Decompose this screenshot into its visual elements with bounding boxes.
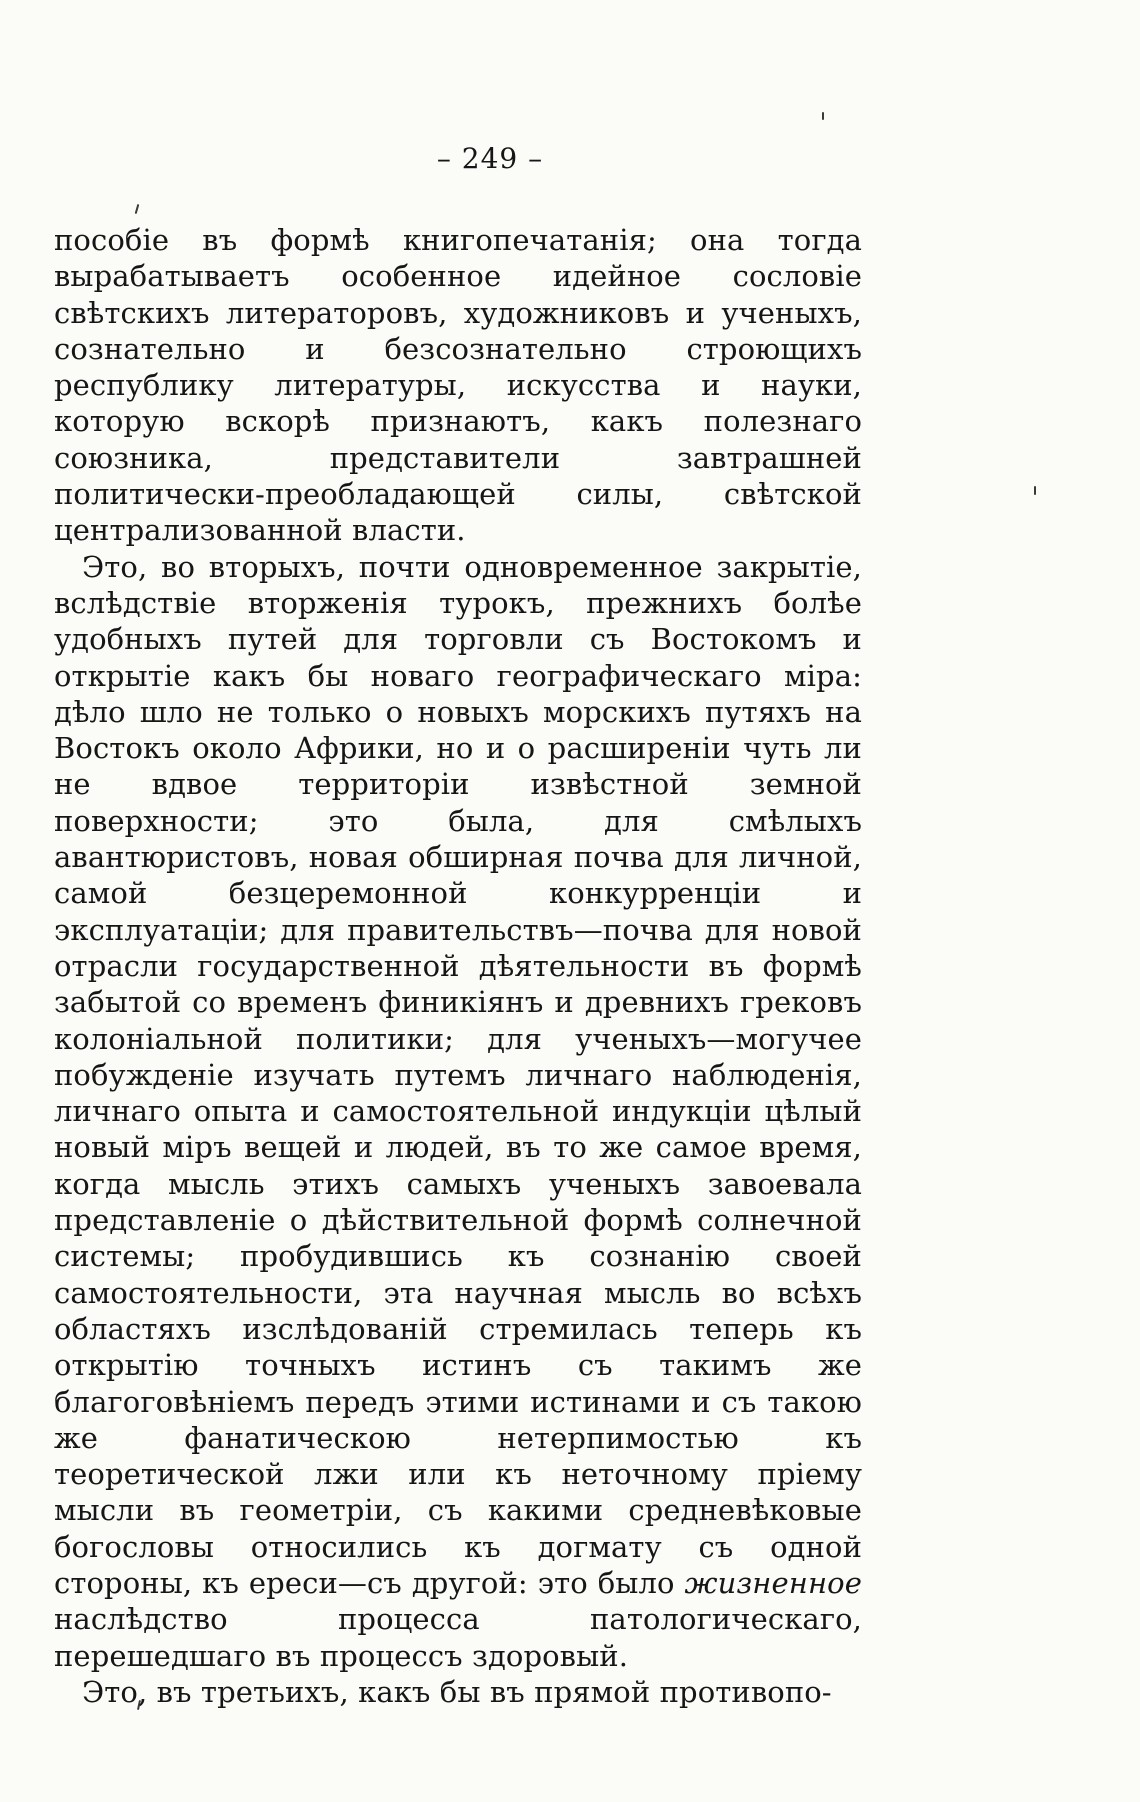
page-number: – 249 – — [436, 142, 544, 175]
text-segment: наслѣдство процесса патологическаго, перешедшаго въ процессъ здоровый. — [54, 1602, 862, 1673]
main-text — [54, 222, 862, 1710]
text-segment: Это, въ третьихъ, какъ бы въ прямой противопо- — [82, 1674, 832, 1709]
text-segment: Это, во вторыхъ, почти одновременное закрытіе, вслѣдствіе вторженія турокъ, прежнихъ болѣе удобныхъ путей для торговли съ Востокомъ и открытіе какъ бы новаго географическаго міра: дѣло шло не только о новыхъ морскихъ путяхъ на Востокъ около Африки, но и о расширеніи чуть ли не вдвое территоріи извѣстной земной поверхности; это была, для смѣлыхъ авантюристовъ, новая обширная почва для личной, самой безцеремонной конкурренціи и эксплуатаціи; для правительствъ—почва для новой отрасли государственной дѣятельности въ формѣ забытой со временъ финикіянъ и древнихъ грековъ колоніальной политики; для ученыхъ—могучее побужденіе изучать путемъ личнаго наблюденія, личнаго опыта и самостоятельной индукціи цѣлый новый міръ вещей и людей, въ то же самое время, когда мысль этихъ самыхъ ученыхъ завоевала представленіе о дѣйствительной формѣ солнечной системы; пробудившись къ сознанію своей самостоятельности, эта научная мысль во всѣхъ областяхъ изслѣдованій стремилась теперь къ открытію точныхъ истинъ съ такимъ же благоговѣніемъ передъ этими истинами и съ такою же фанатическою нетерпимостью къ теоретической лжи или къ неточному пріему мысли въ геометріи, съ какими средневѣковые богословы относились къ догмату съ одной стороны, къ ереси—съ другой: это было — [54, 549, 862, 1600]
paragraph — [54, 1674, 862, 1710]
paragraph — [54, 549, 862, 1674]
ink-speck — [135, 204, 140, 214]
text-segment: пособіе въ формѣ книгопечатанія; она тогда вырабатываетъ особенное идейное сословіе свѣтскихъ литераторовъ, художниковъ и ученыхъ, сознательно и безсознательно строющихъ республику литературы, искусства и науки, которую вскорѣ признаютъ, какъ полезнаго союзника, представители завтрашней политически-преобладающей силы, свѣтской централизованной власти. — [54, 223, 862, 548]
paragraph — [54, 222, 862, 549]
ink-speck — [1034, 486, 1036, 495]
ink-speck — [822, 112, 824, 120]
italic-text-segment: жизненное — [684, 1565, 862, 1600]
